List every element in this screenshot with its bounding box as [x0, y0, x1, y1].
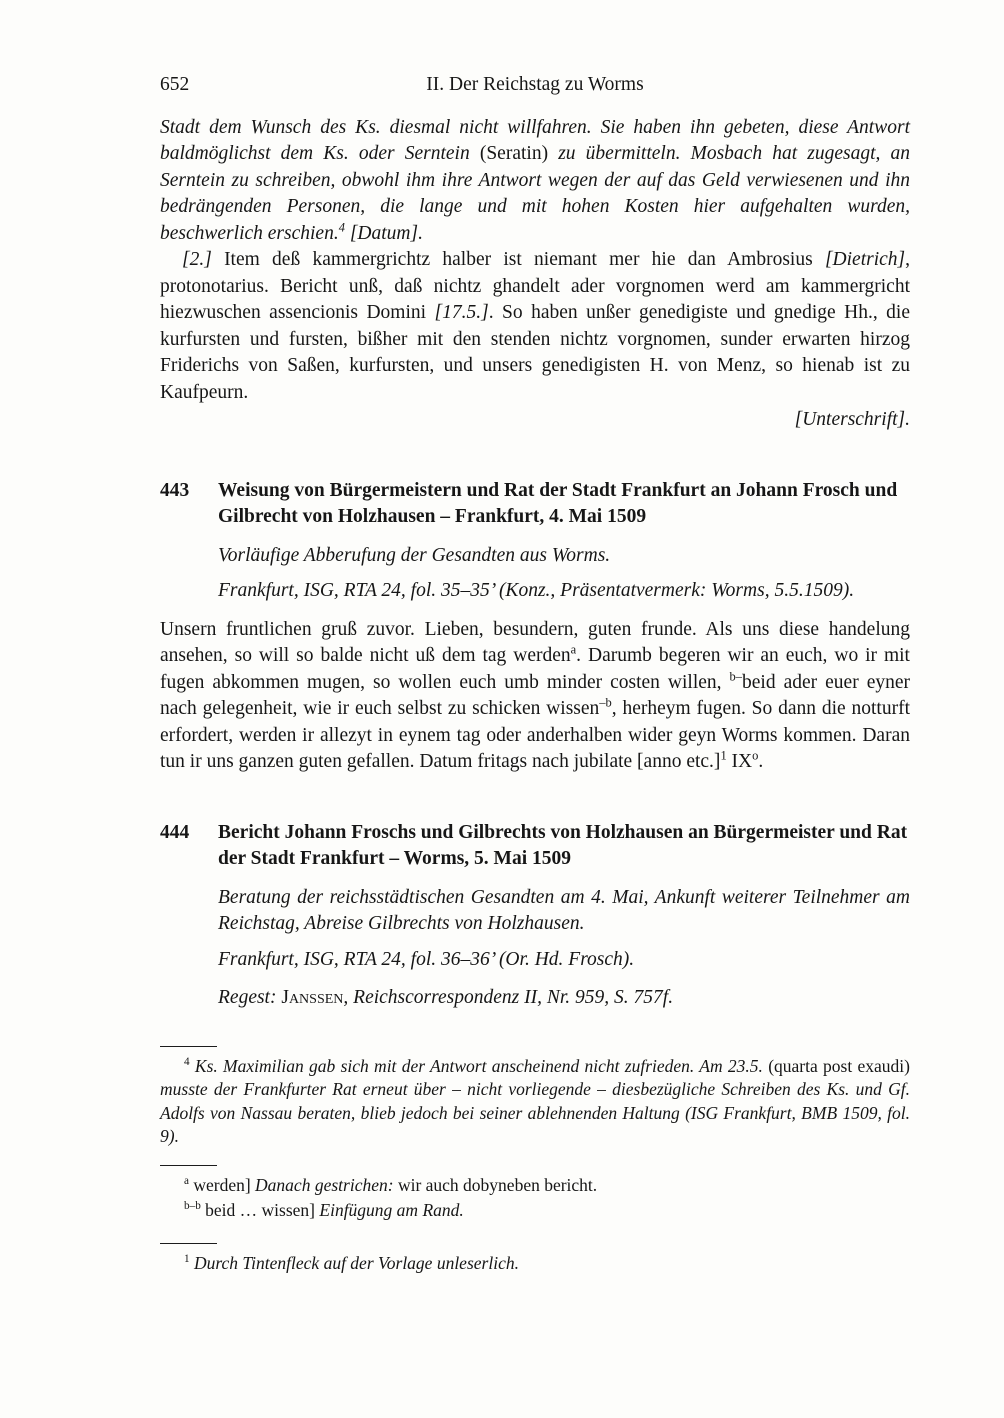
text-segment: 4: [338, 220, 345, 234]
text-segment: Ks. Maximilian gab sich mit der Antwort anscheinend nicht zufrieden. Am 23.5.: [189, 1055, 769, 1076]
entry-443-source: Frankfurt, ISG, RTA 24, fol. 35–35’ (Konz., Präsentatvermerk: Worms, 5.5.1509).: [218, 580, 855, 601]
entry-444-title: Bericht Johann Froschs und Gilbrechts von Holzhausen an Bürgermeister und Rat der Stadt Frankfurt – Worms, 5. Mai 1509: [218, 821, 908, 869]
text-segment: Stadt dem Wunsch des Ks. diesmal nicht willfahren. Sie haben ihn gebeten, diese Antwort baldmöglichst dem Ks. oder Serntein: [160, 116, 910, 164]
entry-444-regest: [218, 985, 910, 1012]
text-segment: o: [752, 748, 759, 763]
text-segment: Danach gestrichen:: [255, 1174, 394, 1195]
text-segment: , Reichscorrespondenz II, Nr. 959, S. 757f.: [343, 987, 674, 1008]
text-segment: Einfügung am Rand.: [319, 1200, 464, 1220]
text-segment: Item deß kammergrichtz halber ist niemant mer hie dan Ambrosius: [211, 249, 825, 270]
entry-444: [160, 820, 910, 1012]
footnote-rule: [160, 1165, 217, 1166]
continuation-paragraph-1: [160, 115, 910, 248]
entry-444-heading: [160, 820, 910, 873]
text-segment: [Dietrich]: [824, 249, 906, 270]
text-segment: wir auch dobyneben bericht.: [393, 1174, 598, 1195]
text-segment: (quarta post exaudi): [768, 1055, 910, 1076]
text-segment: .: [758, 751, 764, 772]
text-segment: [17.5.]: [434, 302, 489, 323]
text-segment: b–b: [184, 1200, 201, 1213]
text-segment: –b: [599, 695, 612, 710]
text-segment: Durch Tintenfleck auf der Vorlage unleserlich.: [189, 1252, 519, 1273]
text-segment: [2.]: [182, 249, 212, 270]
entry-443-number: 443: [160, 479, 190, 501]
footnote-rule: [160, 1243, 217, 1244]
entry-444-source: Frankfurt, ISG, RTA 24, fol. 36–36’ (Or. Hd. Frosch).: [218, 948, 635, 970]
entry-443: [160, 478, 910, 776]
entry-443-title: Weisung von Bürgermeistern und Rat der Stadt Frankfurt an Johann Frosch und Gilbrecht von Holzhausen – Frankfurt, 4. Mai 1509: [218, 479, 898, 527]
text-segment: IX: [726, 751, 753, 772]
continuation-paragraph-2: [160, 247, 910, 406]
text-segment: [Datum].: [344, 222, 423, 244]
text-segment: , herheym fugen. So dann die notturft erfordert, werden ir allezyt in eynem tag oder anderhalben wider geyn Worms kommen. Daran tun ir uns ganzen guten gefallen. Datum fritags nach jubilate [anno etc.]: [160, 698, 910, 772]
text-segment: werden]: [188, 1174, 256, 1195]
entry-443-body: [160, 617, 910, 776]
page-header: [160, 72, 910, 99]
text-segment: . So haben unßer genedigiste und gnedige Hh., die kurfursten und fursten, bißher mit den stenden nichtz vorgnomen, sunder erwarten hirzog Friderichs von Saßen, kurfursten, und unsers genedigisten H. von Menz, so hienab ist zu Kaufpeurn.: [160, 302, 910, 403]
running-head: II. Der Reichstag zu Worms: [426, 74, 644, 95]
text-segment: (Seratin): [479, 143, 549, 164]
footnote-area: [160, 1046, 910, 1276]
text-segment: musste der Frankfurter Rat erneut über – nicht vorliegende – diesbezügliche Schreiben des Ks. und Gf. Adolfs von Nassau beraten, blieb jedoch bei seiner ablehnenden Haltung (ISG Frankfurt, BMB 1509, fol. 9).: [160, 1079, 910, 1146]
footnote-rule: [160, 1046, 217, 1047]
apparatus-note-a: [160, 1174, 910, 1198]
text-segment: a: [184, 1174, 189, 1187]
text-segment: zu übermitteln. Mosbach hat zugesagt, an Serntein zu schreiben, obwohl ihm ihre Antwort wegen der auf das Geld verwiesenen und ihn bedrängenden Personen, die lange und mit hohen Kosten hier aufgehalten wurden, beschwerlich erschien.: [160, 143, 910, 244]
text-segment: . Darumb begeren wir an euch, wo ir mit fugen abkommen mugen, so wollen euch umb minder costen willen,: [160, 645, 910, 693]
page-number: 652: [160, 74, 190, 95]
text-segment: beid ader euer eyner nach gelegenheit, wie ir euch selbst zu schicken wissen: [160, 671, 910, 719]
text-segment: 1: [184, 1252, 190, 1265]
footnote-4: [160, 1055, 910, 1149]
text-segment: Unsern fruntlichen gruß zuvor. Lieben, besundern, guten frunde. Als uns diese handelung ansehen, so will so balde nicht uß dem tag werden: [160, 618, 910, 666]
entry-444-summary: Beratung der reichsstädtischen Gesandten am 4. Mai, Ankunft weiterer Teilnehmer am Reichstag, Abreise Gilbrechts von Holzhausen.: [218, 886, 910, 934]
text-segment: 4: [184, 1055, 190, 1068]
text-segment: beid … wissen]: [200, 1200, 320, 1220]
text-segment: 1: [720, 748, 727, 763]
text-segment: Janssen: [281, 987, 344, 1008]
signature-line: [Unterschrift].: [794, 409, 910, 430]
text-segment: Regest:: [218, 987, 282, 1008]
entry-444-number: 444: [160, 821, 190, 843]
entry-443-summary: Vorläufige Abberufung der Gesandten aus Worms.: [218, 544, 611, 566]
text-segment: , protonotarius. Bericht unß, daß nichtz ghandelt ader vorgnomen werd am kammergricht hiezwuschen assencionis Domini: [160, 249, 910, 323]
text-segment: b–: [729, 669, 743, 683]
entry-443-heading: [160, 478, 910, 531]
apparatus-note-b: [160, 1199, 910, 1223]
text-segment: a: [570, 642, 577, 657]
footnote-1: [160, 1252, 910, 1276]
